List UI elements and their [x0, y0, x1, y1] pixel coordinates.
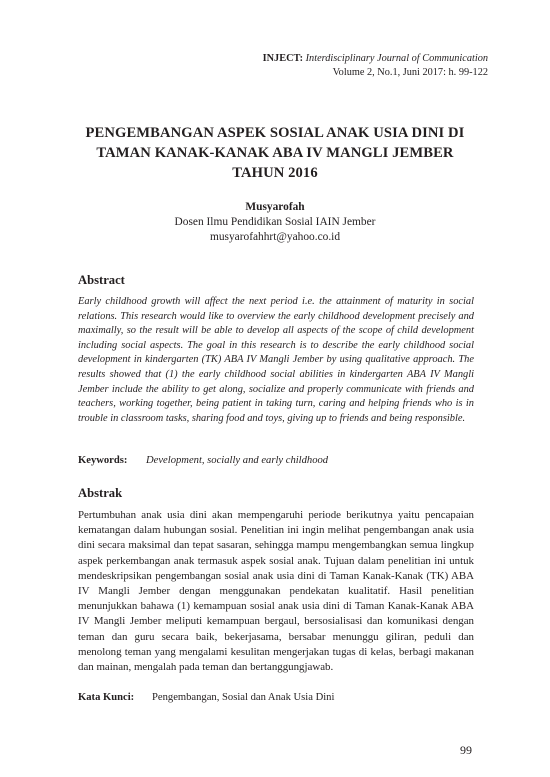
abstrak-heading: Abstrak — [78, 486, 123, 500]
kata-kunci-value: Pengembangan, Sosial dan Anak Usia Dini — [152, 692, 335, 703]
abstrak-text: Pertumbuhan anak usia dini akan mempengaruhi periode berikutnya yaitu pencapaian kematangan dalam hubungan sosial. Penelitian ini ingin melihat pengembangan anak usia dini secara maksimal dan tepat sasaran, sehingga mampu mengembangkan semua lingkup aspek perkembangan anak termasuk aspek sosial anak. Tujuan dalam penelitian ini untuk mendeskripsikan pengembangan sosial anak usia dini di Taman Kanak-Kanak (TK) ABA IV Mangli Jember dengan menggunakan pendekatan kualitatif. Hasil penelitian menunjukkan bahawa (1) kemampuan sosial anak usia dini di Taman Kanak-Kanak ABA IV Mangli Jember meliputi kemampuan bergaul, bersosialisasi dan komunikasi dengan teman dan guru secara baik, bekerjasama, bersabar menunggu giliran, peduli dan menolong teman yang mengalami kesulitan mengerjakan tugas di kelas, berbagi makanan dan mainan, mengalah pada teman dan bertanggungjawab. — [78, 509, 474, 674]
kata-kunci-line — [78, 692, 478, 703]
abstract-heading: Abstract — [78, 273, 125, 287]
kata-kunci-label: Kata Kunci: — [78, 692, 135, 703]
author-block — [0, 200, 550, 244]
author-name: Musyarofah — [245, 201, 305, 213]
author-email: musyarofahhrt@yahoo.co.id — [209, 230, 341, 243]
author-affiliation: Dosen Ilmu Pendidikan Sosial IAIN Jember — [174, 215, 376, 228]
abstract-text: Early childhood growth will affect the next period i.e. the attainment of maturity in social relations. This research would like to overview the early childhood development precisely and maximally, so the result will be able to develop all aspects of the scope of child development including social aspects. The goal in this research is to describe the early childhood social development in kindergarten (TK) ABA IV Mangli Jember by using qualitative approach. The results showed that (1) the early childhood social abilities in kindergarten ABA IV Mangli Jember include the ability to get along, socialize and properly communicate with friends and teachers, working together, being patient in taking turn, caring and helping friends who is in trouble in classroom tasks, sharing food and toys, giving up to friends and being responsible. — [78, 296, 474, 424]
keywords-label: Keywords: — [78, 455, 128, 466]
journal-volume: Volume 2, No.1, Juni 2017: h. 99-122 — [332, 66, 488, 78]
journal-header — [263, 52, 488, 79]
keywords-value: Development, socially and early childhood — [146, 455, 329, 466]
article-title: PENGEMBANGAN ASPEK SOSIAL ANAK USIA DINI DI TAMAN KANAK-KANAK ABA IV MANGLI JEMBER TAHUN 2016 — [85, 125, 465, 181]
journal-title-line — [263, 52, 488, 66]
journal-full-name: Interdisciplinary Journal of Communication — [305, 53, 488, 64]
keywords-line — [78, 455, 478, 466]
journal-name: INJECT: — [262, 53, 304, 64]
page-number: 99 — [460, 743, 472, 757]
